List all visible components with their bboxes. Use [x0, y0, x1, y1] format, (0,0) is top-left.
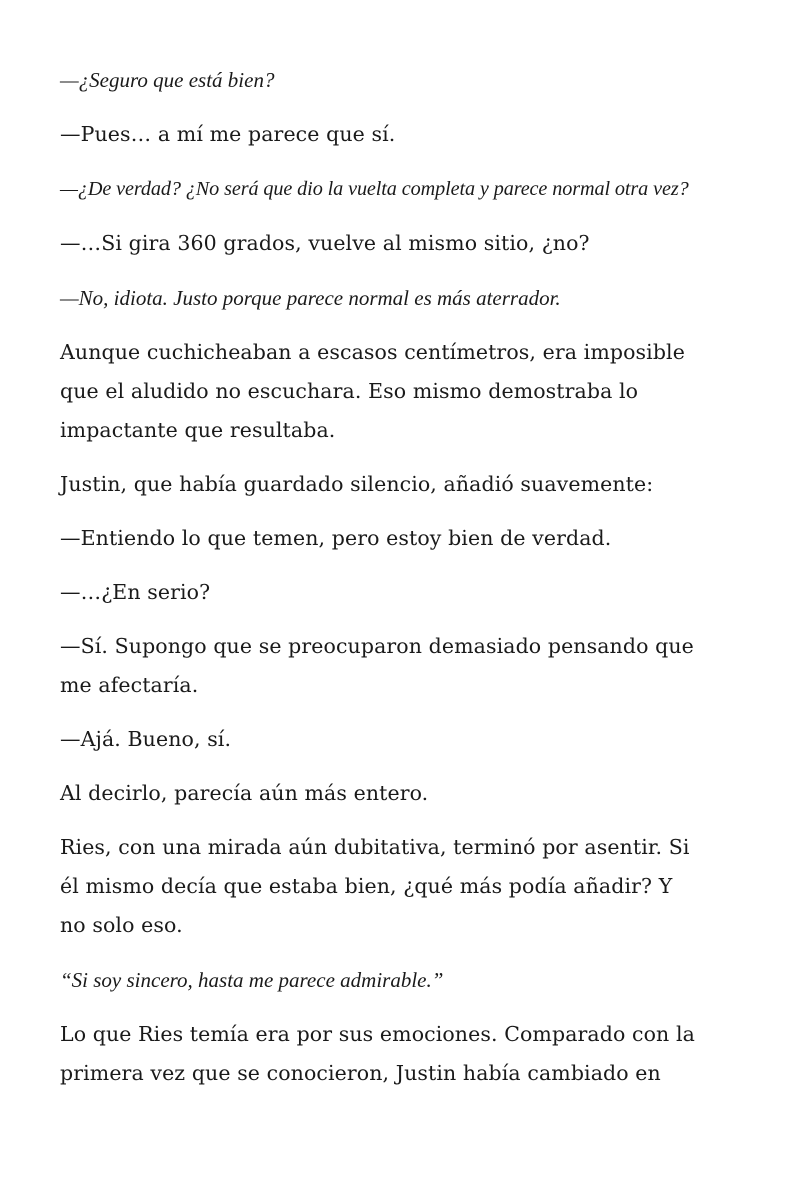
dialogue-line — [60, 115, 750, 154]
text-line: primera vez que se conocieron, Justin había cambiado en — [60, 1061, 661, 1085]
text-line: impactante que resultaba. — [60, 418, 336, 442]
dialogue-line — [60, 224, 750, 263]
page-body — [60, 60, 750, 1093]
text-line: Justin, que había guardado silencio, añadió suavemente: — [60, 472, 654, 496]
dialogue-line — [60, 169, 750, 209]
narration-paragraph — [60, 1015, 750, 1093]
narration-paragraph — [60, 333, 750, 450]
text-line: que el aludido no escuchara. Eso mismo demostraba lo — [60, 379, 639, 403]
dialogue-line — [60, 720, 750, 759]
text-line: Lo que Ries temía era por sus emociones. Comparado con la — [60, 1022, 695, 1046]
text-line: —…Si gira 360 grados, vuelve al mismo sitio, ¿no? — [60, 231, 590, 255]
dialogue-line — [60, 278, 750, 318]
text-line: —…¿En serio? — [60, 580, 211, 604]
text-line: Al decirlo, parecía aún más entero. — [60, 781, 429, 805]
dialogue-line — [60, 573, 750, 612]
narration-paragraph — [60, 774, 750, 813]
text-line: no solo eso. — [60, 913, 183, 937]
text-line: —Pues… a mí me parece que sí. — [60, 122, 396, 146]
dialogue-line — [60, 519, 750, 558]
text-line: —Sí. Supongo que se preocuparon demasiado pensando que — [60, 634, 694, 658]
dialogue-line — [60, 60, 750, 100]
text-line: —No, idiota. Justo porque parece normal es más aterrador. — [60, 286, 561, 310]
text-line: él mismo decía que estaba bien, ¿qué más podía añadir? Y — [60, 874, 673, 898]
narration-paragraph — [60, 828, 750, 945]
dialogue-line — [60, 627, 750, 705]
text-line: —¿De verdad? ¿No será que dio la vuelta completa y parece normal otra vez? — [60, 178, 689, 200]
thought-line — [60, 960, 750, 1000]
text-line: me afectaría. — [60, 673, 199, 697]
text-line: Aunque cuchicheaban a escasos centímetros, era imposible — [60, 340, 685, 364]
text-line: “Si soy sincero, hasta me parece admirable.” — [60, 968, 444, 992]
text-line: —Ajá. Bueno, sí. — [60, 727, 232, 751]
text-line: Ries, con una mirada aún dubitativa, terminó por asentir. Si — [60, 835, 690, 859]
text-line: —Entiendo lo que temen, pero estoy bien de verdad. — [60, 526, 612, 550]
text-line: —¿Seguro que está bien? — [60, 68, 275, 92]
narration-paragraph — [60, 465, 750, 504]
